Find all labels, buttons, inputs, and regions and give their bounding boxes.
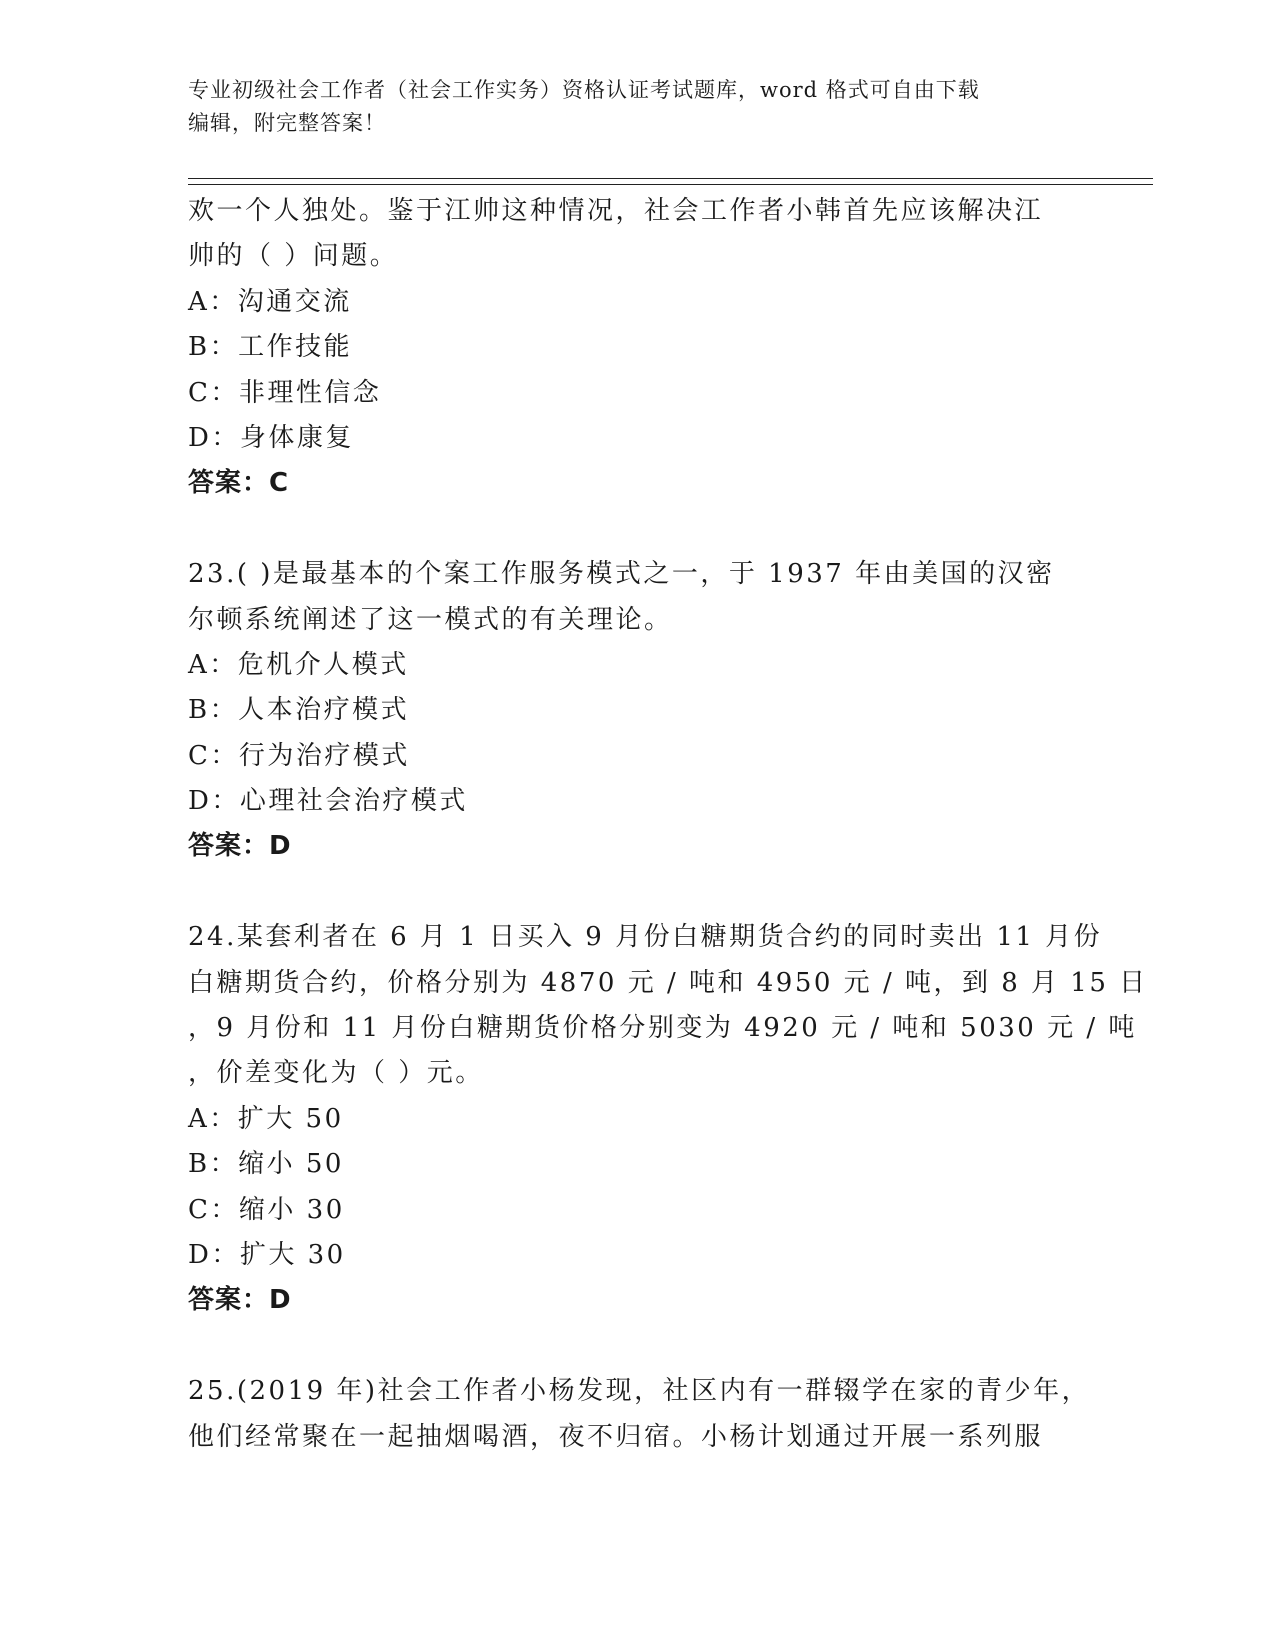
option-c: C：非理性信念: [188, 377, 382, 408]
option-d: D：心理社会治疗模式: [188, 786, 468, 817]
header-divider-bottom: [188, 184, 1153, 185]
answer-label: 答案：D: [188, 1285, 292, 1316]
question-stem-line: ，9 月份和 11 月份白糖期货价格分别变为 4920 元 / 吨和 5030 元 / 吨: [188, 1013, 1137, 1044]
question-22: [188, 189, 1088, 507]
question-stem-line: 24.某套利者在 6 月 1 日买入 9 月份白糖期货合约的同时卖出 11 月份: [188, 922, 1103, 953]
option-a: A：扩大 50: [188, 1103, 344, 1134]
option-d: D：身体康复: [188, 422, 354, 453]
spacer: [188, 1324, 1088, 1369]
option-c: C：行为治疗模式: [188, 740, 410, 771]
question-24: [188, 915, 1148, 1324]
page-header: [188, 74, 1088, 140]
question-stem-line: 他们经常聚在一起抽烟喝酒，夜不归宿。小杨计划通过开展一系列服: [188, 1421, 1044, 1452]
header-line-1: 专业初级社会工作者（社会工作实务）资格认证考试题库，word 格式可自由下载: [188, 78, 980, 102]
question-stem-line: 尔顿系统阐述了这一模式的有关理论。: [188, 604, 673, 635]
answer-label: 答案：C: [188, 468, 290, 499]
answer-label: 答案：D: [188, 831, 292, 862]
spacer: [188, 870, 1088, 915]
option-d: D：扩大 30: [188, 1239, 346, 1270]
option-b: B：缩小 50: [188, 1149, 344, 1180]
header-divider-top: [188, 178, 1153, 179]
option-b: B：工作技能: [188, 332, 353, 363]
spacer: [188, 507, 1088, 552]
option-a: A：沟通交流: [188, 286, 352, 317]
question-stem-line: 欢一个人独处。鉴于江帅这种情况，社会工作者小韩首先应该解决江: [188, 196, 1044, 226]
option-b: B：人本治疗模式: [188, 695, 410, 726]
question-stem-line: 白糖期货合约，价格分别为 4870 元 / 吨和 4950 元 / 吨，到 8 月 15 日: [188, 967, 1148, 998]
question-stem-line: 25.(2019 年)社会工作者小杨发现，社区内有一群辍学在家的青少年，: [188, 1376, 1091, 1407]
option-a: A：危机介人模式: [188, 649, 409, 680]
header-line-2: 编辑，附完整答案！: [188, 111, 386, 135]
question-list: [188, 189, 1148, 1460]
question-23: [188, 552, 1088, 870]
question-stem-line: 帅的（ ）问题。: [188, 241, 399, 272]
option-c: C：缩小 30: [188, 1194, 345, 1225]
question-25: [188, 1369, 1091, 1460]
question-stem-line: ，价差变化为（ ）元。: [188, 1058, 484, 1089]
question-stem-line: 23.( )是最基本的个案工作服务模式之一，于 1937 年由美国的汉密: [188, 559, 1055, 590]
